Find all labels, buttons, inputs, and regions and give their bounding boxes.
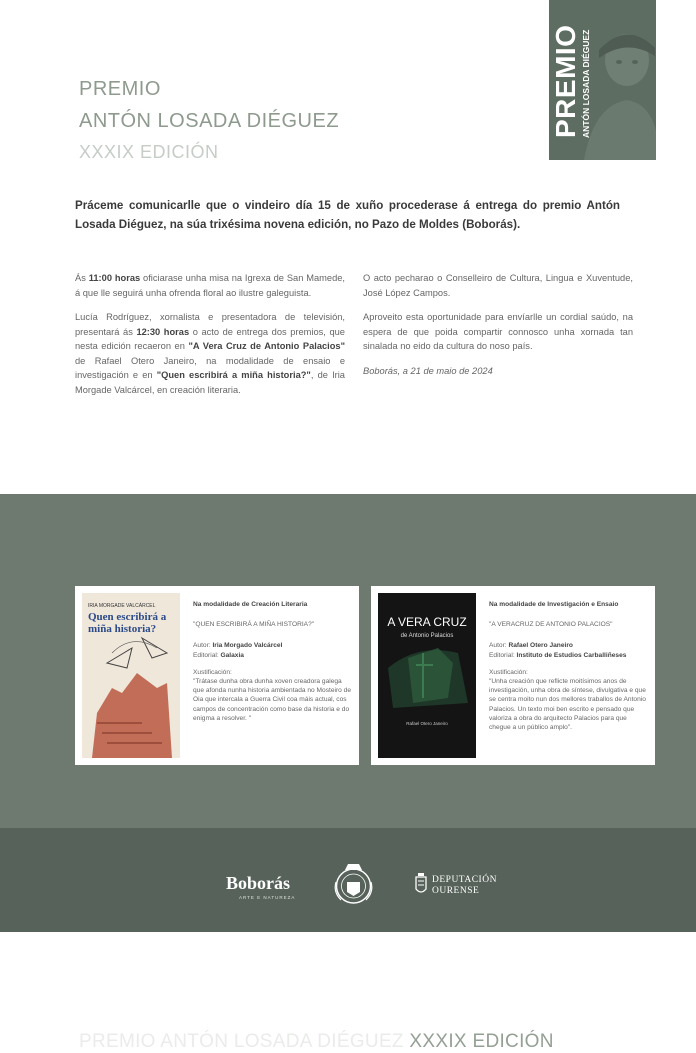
boboras-tagline: ARTE E NATUREZA <box>239 895 296 900</box>
deputacion-logo: DEPUTACIÓN OURENSE <box>432 875 497 896</box>
card1-justification-label: Xustificación: <box>193 668 232 676</box>
card1-publisher: Editorial: Galaxia <box>193 651 244 659</box>
left-column <box>75 271 345 407</box>
logo-name-text: ANTÓN LOSADA DIÉGUEZ <box>581 29 591 138</box>
card1-author: Autor: Iria Morgado Valcárcel <box>193 642 283 650</box>
title-edition: XXXIX EDICIÓN <box>79 142 219 162</box>
cover-author: IRIA MORGADE VALCÁRCEL <box>88 603 156 609</box>
card2-justification-label: Xustificación: <box>489 668 528 676</box>
title-premio: PREMIO <box>79 78 161 100</box>
card1-quote: "QUEN ESCRIBIRÁ A MIÑA HISTORIA?" <box>193 621 315 629</box>
left-paragraph-1: Ás 11:00 horas oficiarase unha misa na Igrexa de San Mamede, á que lle seguirá unha ofrenda floral ao ilustre galeguista. <box>75 273 345 298</box>
lead-paragraph: Práceme comunicarlle que o vindeiro día 15 de xuño procederase á entrega do premio Antón Losada Diéguez, na súa trixésima novena edición, no Pazo de Moldes (Boborás). <box>75 199 620 231</box>
left-paragraph-2: Lucía Rodríguez, xornalista e presentadora de televisión, presentará ás 12:30 horas o acto de entrega dos premios, que nesta edición recaeron en "A Vera Cruz de Antonio Palacios" de Rafael Otero Janeiro, na modalidade de ensaio e investigación e en "Quen escribirá a miña historia?", de Iria Morgade Valcárcel, en creación literaria. <box>75 312 346 395</box>
band-title: PREMIO ANTÓN LOSADA DIÉGUEZ XXXIX EDICIÓN <box>79 1031 554 1052</box>
header-section <box>0 0 696 494</box>
coat-of-arms-icon <box>331 862 376 907</box>
card2-text <box>489 600 649 732</box>
boboras-logo: Boborás <box>226 873 291 893</box>
cover-author-2: Rafael Otero Janeiro <box>406 721 448 726</box>
book-cover-vera-cruz <box>378 593 476 758</box>
date-line: Boborás, a 21 de maio de 2024 <box>363 365 493 376</box>
card2-modality: Na modalidade de Investigación e Ensaio <box>489 601 619 608</box>
logo-premio-text: PREMIO <box>550 24 581 138</box>
card2-justification: "Unha creación que reflicte moitísimos anos de investigación, unha obra de síntese, divulgativa e que se centra moito nun dos mellores traballos de Antonio Palacios. Un texto moi ben escrito e pensado que valoriza a obra do arquitecto Palacios para que chegue a un público amplo". <box>489 678 646 732</box>
cover-title-2: A VERA CRUZ <box>387 615 467 629</box>
card2-author: Autor: Rafael Otero Janeiro <box>489 642 573 650</box>
right-column <box>363 271 633 388</box>
deputacion-crest-icon <box>414 873 428 897</box>
right-paragraph-1: O acto pecharao o Conselleiro de Cultura, Lingua e Xuventude, José López Campos. <box>363 273 633 298</box>
card2-quote: "A VERACRUZ DE ANTONIO PALACIOS" <box>489 621 613 629</box>
card2-publisher: Editorial: Instituto de Estudios Carballiñeses <box>489 651 627 659</box>
award-card-literary <box>75 586 359 765</box>
award-card-research <box>371 586 655 765</box>
card1-modality: Na modalidade de Creación Literaria <box>193 601 308 608</box>
cover-title: Quen escribirá a miña historia? <box>88 611 167 635</box>
card1-text <box>193 600 353 723</box>
title-name: ANTÓN LOSADA DIÉGUEZ <box>79 110 340 132</box>
right-paragraph-2: Aproveito esta oportunidade para envíarlle un cordial saúdo, na espera de que poida compartir connosco unha xornada tan sinalada no eido da cultura do noso país. <box>363 312 633 351</box>
card1-justification: "Trátase dunha obra dunha xoven creadora galega que afonda nunha historia ambientada no Mosteiro de Oia que intercala a Guerra Civil coa máis actual, cos campos de concentración como base da historia e do enigma a resolver. " <box>193 678 351 722</box>
cover-subtitle-2: de Antonio Palacios <box>400 633 454 639</box>
book-cover-quen-escribira <box>82 593 180 758</box>
